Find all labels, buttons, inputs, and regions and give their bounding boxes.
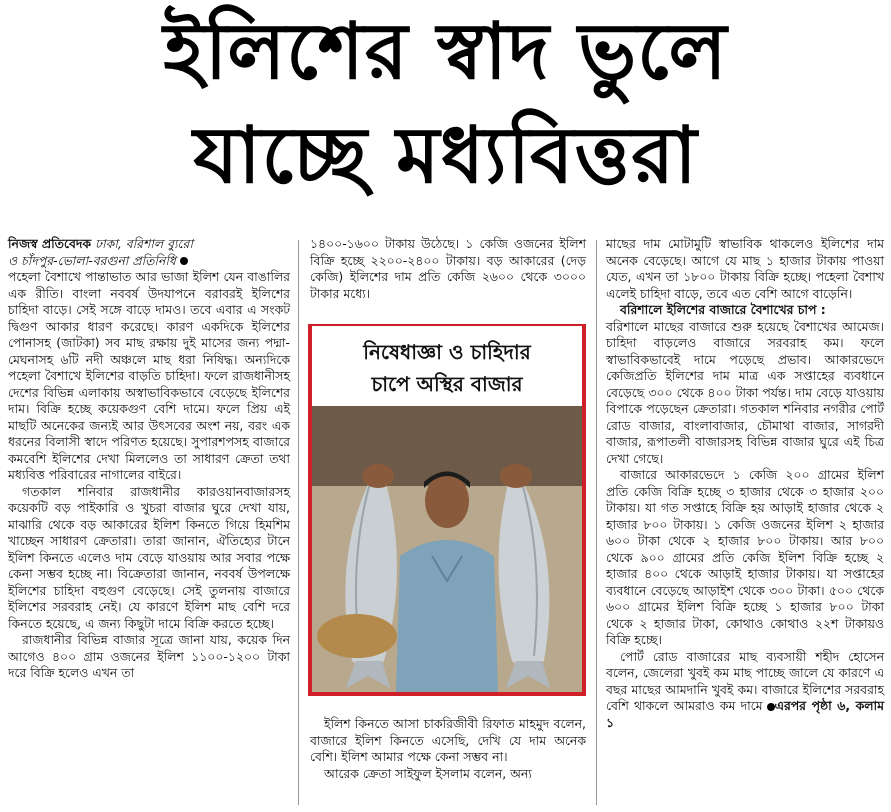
- paragraph: পহেলা বৈশাখে পান্তাভাত আর ভাজা ইলিশ যেন বাঙালির এক রীতি। বাংলা নববর্ষ উদযাপনে বরাবরই ইলিশের চাহিদা বাড়ে। সেই সঙ্গে বাড়ে দামও। তবে এবার এ সংকট দ্বিগুণ আকার ধারণ করেছে। কারণ একদিকে ইলিশের পোনাসহ (জাটকা) সব মাছ রক্ষায় দুই মাসের জন্য পদ্মা-মেঘনাসহ ৬টি নদী অঞ্চলে মাছ ধরা নিষিদ্ধ। অন্যদিকে পহেলা বৈশাখে ইলিশের বাড়তি চাহিদা। ফলে রাজধানীসহ দেশের বিভিন্ন এলাকায় অস্বাভাবিকভাবে বেড়েছে ইলিশের দাম। বিক্রি হচ্ছে কয়েকগুণ বেশি দামে। ফলে প্রিয় এই মাছটি অনেকের জন্যই আর উৎসবের অংশ নয়, বরং এক ধরনের বিলাসী স্বাদে পরিণত হয়েছে। সুপারশপসহ বাজারে কমবেশি ইলিশের দেখা মিললেও তা সাধারণ ক্রেতা তথা মধ্যবিত্ত পরিবারের নাগালের বাইরে।: [8, 269, 290, 482]
- paragraph: বরিশালে মাছের বাজারে শুরু হয়েছে বৈশাখের আমেজ। চাহিদা বাড়লেও বাজারে সরবরাহ কম। ফলে স্বাভাবিকভাবেই দামে পড়েছে প্রভাব। আকারভেদে কেজিপ্রতি ইলিশের দাম মাত্র এক সপ্তাহের ব্যবধানে বেড়েছে ৩০০ থেকে ৪০০ টাকা পর্যন্ত। দাম বেড়ে যাওয়ায় বিপাকে পড়েছেন ক্রেতারা। গতকাল শনিবার নগরীর পোর্ট রোড বাজার, বাংলাবাজার, চৌমাথা বাজার, সাগরদী বাজার, রূপাতলী বাজারসহ বিভিন্ন বাজার ঘুরে এই চিত্র দেখা গেছে।: [606, 318, 884, 466]
- paragraph: [606, 649, 884, 732]
- article-column-1: [8, 236, 290, 682]
- byline-reporter: নিজস্ব প্রতিবেদক: [8, 236, 92, 251]
- continued-reference: এরপর পৃষ্ঠা ৬, কলাম ১: [606, 698, 884, 730]
- byline-locations-2: ও চাঁদপুর-ভোলা-বরগুনা প্রতিনিধি: [8, 252, 176, 268]
- paragraph: আরেক ক্রেতা সাইফুল ইসলাম বলেন, অন্য: [324, 765, 532, 781]
- column-divider: [596, 240, 597, 805]
- headline: [0, 0, 891, 232]
- article-column-3: [606, 236, 884, 731]
- headline-line-1: ইলিশের স্বাদ ভুলে: [163, 7, 728, 97]
- byline: [8, 236, 290, 269]
- article-column-2-bottom: [310, 716, 586, 782]
- photo-illustration: [312, 406, 582, 692]
- photo-title-line-2: চাপে অস্থির বাজার: [371, 372, 523, 396]
- paragraph-text: পোর্ট রোড বাজারের মাছ ব্যবসায়ী শহীদ হোসেন বলেন, জেলেরা খুবই কম মাছ পাচ্ছে জালে যে কারণে এ বছর মাছের আমদানি খুবই কম। বাজারে ইলিশের সরবরাহ বেশি থাকলে আমরাও কম দামে: [606, 648, 884, 713]
- photo-title: [312, 326, 582, 410]
- subhead-paragraph: [606, 302, 884, 319]
- paragraph: বাজারে আকারভেদে ১ কেজি ২০০ গ্রামের ইলিশ প্রতি কেজি বিক্রি হচ্ছে ৩ হাজার থেকে ৩ হাজার ২০০ টাকায়। যা গত সপ্তাহে বিক্রি হয় আড়াই হাজার থেকে ২ হাজার ৮০০ টাকায়। ১ কেজি ওজনের ইলিশ ২ হাজার ৬০০ টাকা থেকে ২ হাজার ৮০০ টাকায়। আর ৮০০ থেকে ৯০০ গ্রামের প্রতি কেজি ইলিশ বিক্রি হচ্ছে ২ হাজার ৪০০ থেকে আড়াই হাজার টাকায়। যা সপ্তাহের ব্যবধানে বেড়েছে আড়াইশ থেকে ৩০০ টাকা। ৫০০ থেকে ৬০০ গ্রামের ইলিশ বিক্রি হচ্ছে ১ হাজার ৮০০ টাকা থেকে ২ হাজার টাকা, কোথাও কোথাও ২২শ টাকায়ও বিক্রি হচ্ছে।: [606, 467, 884, 647]
- photo-fish-vendor: [312, 406, 582, 692]
- column-divider: [298, 240, 299, 805]
- paragraph: গতকাল শনিবার রাজধানীর কারওয়ানবাজারসহ কয়েকটি বড় পাইকারি ও খুচরা বাজার ঘুরে দেখা যায়, মাঝারি থেকে বড় আকারের ইলিশ কিনতে গিয়ে হিমশিম খাচ্ছেন সাধারণ ক্রেতারা। তারা জানান, ঐতিহ্যের টানে ইলিশ কিনতে এলেও দাম বেড়ে যাওয়ায় আর সবার পক্ষে কেনা সম্ভব হচ্ছে না। বিক্রেতারা জানান, নববর্ষ উপলক্ষে ইলিশের চাহিদা বহুগুণ বেড়েছে। সেই তুলনায় বাজারে ইলিশের সরবরাহ নেই। যে কারণে ইলিশ মাছ বেশি দরে কিনতে হয়েছে, এ জন্য কিছুটা দামে বিক্রি করতে হচ্ছে।: [8, 483, 290, 631]
- paragraph: ইলিশ কিনতে আসা চাকরিজীবী রিফাত মাহমুদ বলেন, বাজারে ইলিশ কিনতে এসেছি, দেখি যে দাম অনেক বেশি। ইলিশ আমার পক্ষে কেনা সম্ভব না।: [310, 716, 586, 764]
- article-column-2: [310, 236, 586, 302]
- paragraph: মাছের দাম মোটামুটি স্বাভাবিক থাকলেও ইলিশের দাম অনেক বেড়েছে। আগে যে মাছ ১ হাজার টাকায় পাওয়া যেত, এখন তা ১৮০০ টাকায় বিক্রি হচ্ছে। পহেলা বৈশাখ এলেই চাহিদা বাড়ে, তবে এত বেশি আগে বাড়েনি।: [606, 236, 884, 301]
- byline-locations-1: ঢাকা, বরিশাল ব্যুরো: [91, 236, 193, 251]
- photo-feature-box: [308, 324, 586, 696]
- paragraph: ১৪০০-১৬০০ টাকায় উঠেছে। ১ কেজি ওজনের ইলিশ বিক্রি হচ্ছে ২২০০-২৪০০ টাকায়। বড় আকারের (দেড় কেজি) ইলিশের দাম প্রতি কেজি ২৬০০ থেকে ৩০০০ টাকার মধ্যে।: [310, 236, 586, 301]
- bullet-icon: [767, 703, 775, 711]
- paragraph: রাজধানীর বিভিন্ন বাজার সূত্রে জানা যায়, কয়েক দিন আগেও ৪০০ গ্রাম ওজনের ইলিশ ১১০০-১২০০ টাকা দরে বিক্রি হলেও এখন তা: [8, 632, 290, 680]
- photo-title-line-1: নিষেধাজ্ঞা ও চাহিদার: [363, 340, 531, 364]
- headline-line-2: যাচ্ছে মধ্যবিত্তরা: [193, 111, 698, 201]
- subhead: বরিশালে ইলিশের বাজারে বৈশাখের চাপ :: [620, 302, 826, 317]
- bullet-icon: [180, 257, 188, 265]
